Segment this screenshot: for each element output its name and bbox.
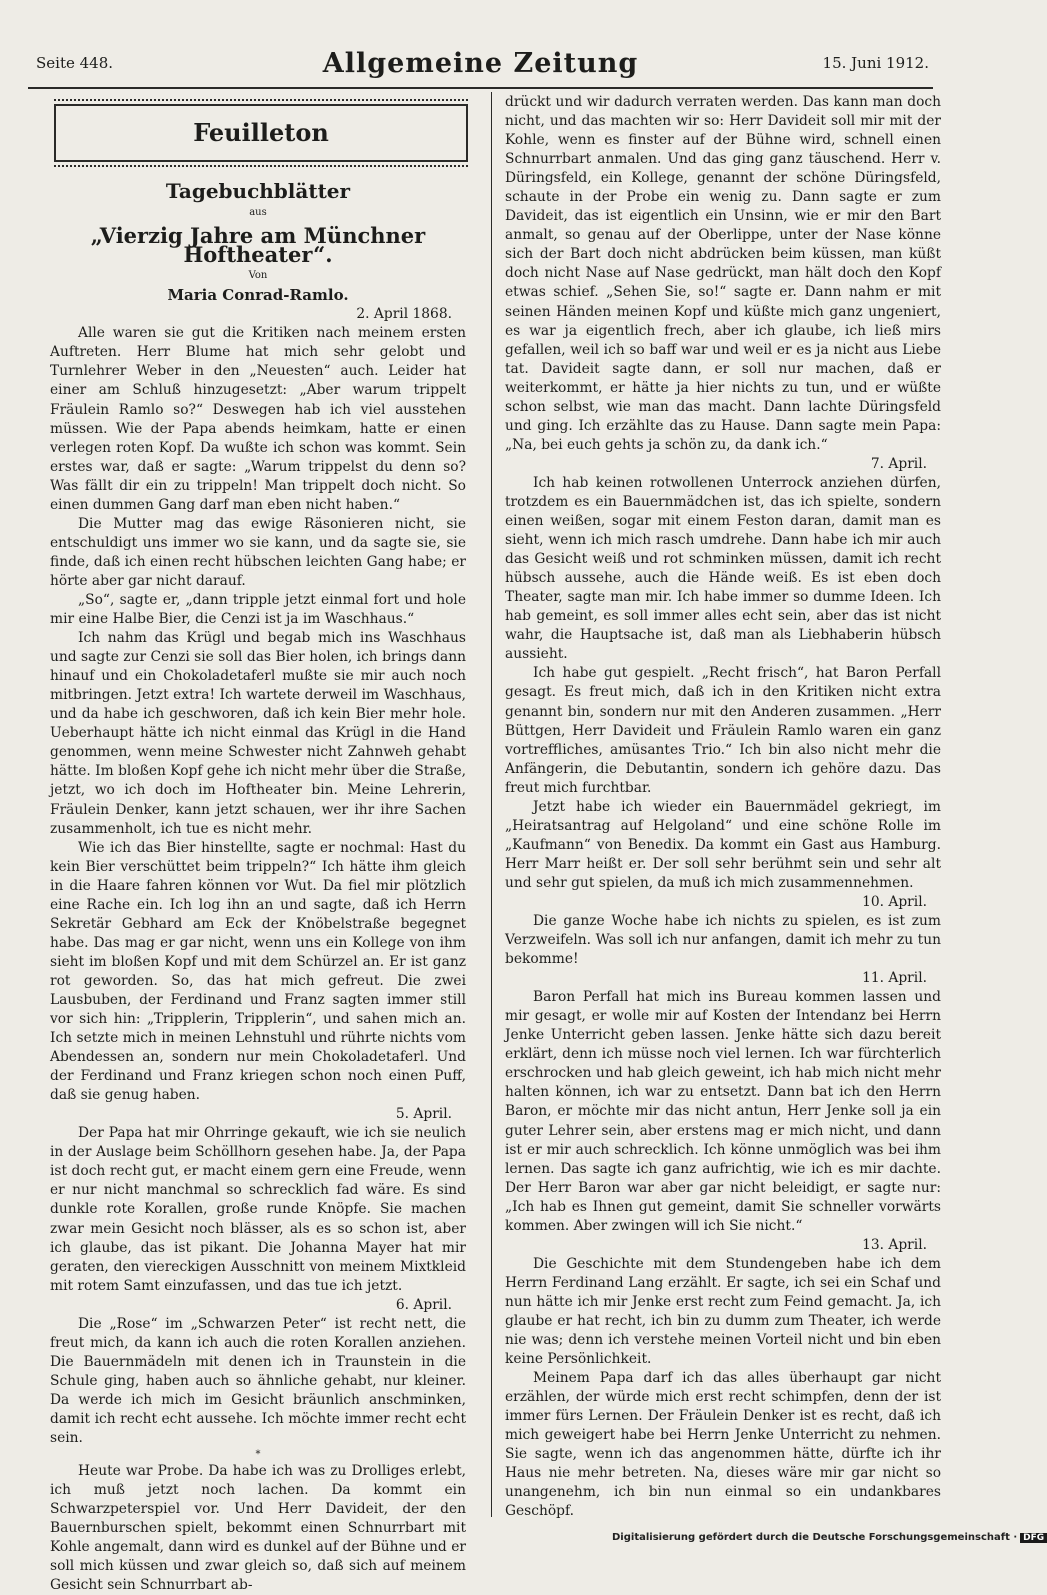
page-number: Seite 448. bbox=[36, 54, 114, 72]
column-divider bbox=[491, 92, 492, 1517]
article-title: Tagebuchblätter bbox=[165, 179, 351, 203]
entry-date: 7. April. bbox=[870, 455, 927, 472]
paragraph: drückt und wir dadurch verraten werden. Das kann man doch nicht, und das machten wir so: Herr Davideit soll mir mit der Kohle, wenn es finster auf der Bühne wird, schnell einen Schnurrbart anmalen. Und das ging ganz täuschend. Herr v. Düringsfeld, ein Kollege, genannt der schöne Düringsfeld, schaute in der Probe ein wenig zu. Dann sagte er zum Davideit, das ist eigentlich ein Unsinn, wie er mir den Bart anmalt, so genau auf der Oberlippe, unter der Nase könne sich der Bart doch nicht abdrücken beim küssen, man küßt doch nicht Nase auf Nase gedrückt, man hält doch den Kopf etwas schief. „Sehen Sie, so!“ sagte er. Dann nahm er mit seinen Händen meinen Kopf und küßte mich ganz ungeniert, es war ja eigentlich frech, aber ich glaube, ich ließ mirs gefallen, weil ich so baff war und weil er es ja nicht aus Liebe tat. Davideit sagte dann, er soll nur machen, daß er weiterkommt, er hätte ja hier nichts zu tun, und er wüßte schon selbst, wie man das macht. Dann lachte Düringsfeld und ging. Ich erzählte das zu Hause. Dann sagte mein Papa: „Na, bei euch gehts ja schön zu, da dank ich.“ bbox=[505, 94, 941, 453]
right-column-body bbox=[505, 93, 941, 1522]
paragraph: Wie ich das Bier hinstellte, sagte er nochmal: Hast du kein Bier verschüttet beim trippeln?“ Ich hätte ihm gleich in die Haare fahren können vor Wut. Da fiel mir plötzlich eine Rache ein. Ich log ihn an und sagte, daß ich Herrn Sekretär Gebhard am Eck der Knöbelstraße begegnet habe. Das mag er gar nicht, wenn uns ein Kollege von ihm sieht im bloßen Kopf und mit dem Schürzel an. Er ist ganz rot geworden. So, das hat mich gefreut. Die zwei Lausbuben, der Ferdinand und Franz sagten immer still vor sich hin: „Tripplerin, Tripplerin“, und sahen mich an. Ich setzte mich in meinen Lehnstuhl und rührte nichts vom Abendessen an, sondern nur mein Chokoladetaferl. Und der Ferdinand und Franz kriegen schon noch einen Puff, daß sie genug haben. bbox=[50, 839, 466, 1104]
masthead: Allgemeine Zeitung bbox=[322, 48, 639, 79]
paragraph: Heute war Probe. Da habe ich was zu Drolliges erlebt, ich muß jetzt noch lachen. Da kommt ein Schwarzpeterspiel vor. Und Herr Davideit, der den Bauernburschen spielt, bekommt einen Schnurrbart mit Kohle angemalt, dann wird es dunkel auf der Bühne und er soll mich küssen und zwar gleich so, daß sich auf meinem Gesicht sein Schnurrbart ab- bbox=[50, 1463, 466, 1594]
entry-date: 13. April. bbox=[862, 1236, 927, 1253]
separator-star: * bbox=[255, 1449, 261, 1461]
paragraph: Die Geschichte mit dem Stundengeben habe ich dem Herrn Ferdinand Lang erzählt. Er sagte, ich sei ein Schaf und nun hätte ich mir Jenke erst recht zum Feind gemacht. Ja, ich glaube er hat recht, ich bin zu dumm zum Theater, ich werde nie was; denn ich verstehe meinen Vorteil nicht und bin eben keine Persönlichkeit. bbox=[505, 1255, 941, 1368]
page-header bbox=[28, 48, 933, 88]
paragraph: Ich habe gut gespielt. „Recht frisch“, hat Baron Perfall gesagt. Es freut mich, daß ich in den Kritiken nicht extra genannt bin, sondern nur mit den Anderen zusammen. „Herr Büttgen, Herr Davideit und Fräulein Ramlo waren ein ganz vortreffliches, amüsantes Trio.“ Ich bin also nicht mehr die Anfängerin, die Debutantin, sondern ich gehöre dazu. Das freut mich furchtbar. bbox=[505, 665, 941, 796]
paragraph: Baron Perfall hat mich ins Bureau kommen lassen und mir gesagt, er wolle mir auf Kosten der Intendanz bei Herrn Jenke Unterricht geben lassen. Jenke hätte sich dazu bereit erklärt, denn ich müsse noch viel lernen. Ich war fürchterlich erschrocken und hab gleich geweint, ich hab mich nicht mehr halten können, ich war zu entsetzt. Dann bat ich den Herrn Baron, er möchte mir das nicht antun, Herr Jenke soll ja ein guter Lehrer sein, aber erstens mag er mich nicht, und dann ist er mir auch schrecklich. Ich könne unmöglich was bei ihm lernen. Das sagte ich ganz aufrichtig, wie ich es mir dachte. Der Herr Baron war aber gar nicht beleidigt, er sagte nur: „Ich hab es Ihnen gut gemeint, damit Sie schneller vorwärts kommen. Aber zwingen will ich Sie nicht.“ bbox=[505, 989, 941, 1234]
paragraph: „So“, sagte er, „dann tripple jetzt einmal fort und hole mir eine Halbe Bier, die Cenzi ist ja im Waschhaus.“ bbox=[50, 591, 466, 628]
header-rule bbox=[28, 87, 933, 89]
article-author: Maria Conrad-Ramlo. bbox=[167, 286, 349, 305]
entry-date: 5. April. bbox=[395, 1106, 452, 1123]
section-box bbox=[54, 104, 468, 162]
left-column bbox=[50, 96, 466, 1595]
footer-text: Digitalisierung gefördert durch die Deutsche Forschungsgemeinschaft · bbox=[612, 1532, 1018, 1543]
paragraph: Jetzt habe ich wieder ein Bauernmädel gekriegt, im „Heiratsantrag auf Helgoland“ und eine schöne Rolle im „Kaufmann“ von Benedix. Da kommt ein Gast aus Hamburg. Herr Marr heißt er. Der soll sehr berühmt sein und sehr alt und sehr gut spielen, da muß ich mich zusammennehmen. bbox=[505, 798, 941, 891]
left-column-body bbox=[50, 305, 466, 1595]
section-title: Feuilleton bbox=[193, 118, 329, 148]
entry-date: 11. April. bbox=[862, 970, 927, 987]
dfg-logo: DFG bbox=[1020, 1533, 1047, 1543]
paragraph: Die „Rose“ im „Schwarzen Peter“ ist recht nett, die freut mich, da kann ich auch die roten Korallen anziehen. Die Bauernmädeln mit denen ich in Traunstein in die Schule ging, haben auch so ähnliche gehabt, nur kleiner. Da werde ich mich im Gesicht bräunlich anschminken, damit ich recht echt aussehe. Ich möchte immer recht echt sein. bbox=[50, 1315, 466, 1447]
right-column bbox=[505, 93, 941, 1522]
entry-date: 6. April. bbox=[395, 1296, 452, 1313]
paragraph: Ich nahm das Krügl und begab mich ins Waschhaus und sagte zur Cenzi sie soll das Bier holen, ich brings dann hinauf und ein Chokoladetaferl mußte sie mir auch noch mitbringen. Jetzt extra! Ich wartete derweil im Waschhaus, und da habe ich geschworen, daß ich kein Bier mehr hole. Ueberhaupt hätte ich nicht einmal das Krügl in die Hand genommen, wenn meine Schwester nicht Zahnweh gehabt hätte. Im bloßen Kopf gehe ich nicht mehr über die Straße, jetzt, wo ich doch im Hoftheater bin. Meine Lehrerin, Fräulein Denker, kann jetzt schauen, wer ihr ihre Sachen zusammenholt, ich tue es nicht mehr. bbox=[50, 630, 466, 837]
article-aus: aus bbox=[249, 207, 267, 219]
paragraph: Alle waren sie gut die Kritiken nach meinem ersten Auftreten. Herr Blume hat mich sehr gelobt und Turnlehrer Weber in den „Neuesten“ auch. Leider hat einer am Schluß hinzugesetzt: „Aber warum trippelt Fräulein Ramlo so?“ Deswegen hab ich viel ausstehen müssen. Wie der Papa abends heimkam, hatte er einen verlegen roten Kopf. Da wußte ich schon was kommt. Sein erstes war, daß er sagte: „Warum trippelst du denn so? Was fällt dir ein zu trippeln! Man trippelt doch nicht. So einen dummen Gang darf man eben nicht haben.“ bbox=[50, 325, 466, 513]
paragraph: Ich hab keinen rotwollenen Unterrock anziehen dürfen, trotzdem es ein Bauernmädchen ist, das ich spielte, sondern einen weißen, sogar mit einem Feston daran, damit man es sieht, wenn ich mich rasch umdrehe. Dann habe ich mir auch das Gesicht weiß und rot schminken müssen, damit ich recht hübsch aussehe, auch die Hände weiß. Es ist eben doch Theater, sagte man mir. Ich habe immer so dumme Ideen. Ich hab gemeint, es soll immer alles echt sein, aber das ist nicht wahr, die Hauptsache ist, daß man als Liebhaberin hübsch aussieht. bbox=[505, 474, 941, 663]
article-subtitle: „Vierzig Jahre am Münchner Hoftheater“. bbox=[90, 223, 426, 268]
issue-date: 15. Juni 1912. bbox=[822, 54, 929, 72]
paragraph: Die ganze Woche habe ich nichts zu spielen, es ist zum Verzweifeln. Was soll ich nur anfangen, damit ich mehr zu tun bekomme! bbox=[505, 913, 941, 968]
entry-date: 10. April. bbox=[862, 893, 927, 910]
footer-credit bbox=[612, 1532, 1045, 1543]
paragraph: Der Papa hat mir Ohrringe gekauft, wie ich sie neulich in der Auslage beim Schöllhorn gesehen habe. Ja, der Papa ist doch recht gut, er macht einem gern eine Freude, wenn er nur nicht manchmal so schrecklich fad wäre. Es sind dunkle rote Korallen, große runde Knöpfe. Sie machen zwar mein Gesicht noch blässer, als es so schon ist, aber ich glaube, das ist pikant. Die Johanna Mayer hat mir geraten, den viereckigen Ausschnitt von meinem Mixtkleid mit rotem Samt einzufassen, und das tue ich jetzt. bbox=[50, 1125, 466, 1294]
paragraph: Die Mutter mag das ewige Räsonieren nicht, sie entschuldigt uns immer wo sie kann, und da sagte sie, sie finde, daß ich einen recht hübschen leichten Gang habe; er hörte aber gar nicht darauf. bbox=[50, 515, 466, 589]
article-von: Von bbox=[248, 270, 268, 282]
paragraph: Meinem Papa darf ich das alles überhaupt gar nicht erzählen, der würde mich erst recht schimpfen, denn der ist immer fürs Lernen. Der Fräulein Denker ist es recht, daß ich mich geweigert habe bei Herrn Jenke Unterricht zu nehmen. Sie sagte, wenn ich das angenommen hätte, dürfte ich ihr Haus nie mehr betreten. Na, dieses wäre mir gar nicht so unangenehm, ich bin nun einmal so ein undankbares Geschöpf. bbox=[505, 1370, 941, 1520]
entry-date: 2. April 1868. bbox=[356, 306, 452, 323]
